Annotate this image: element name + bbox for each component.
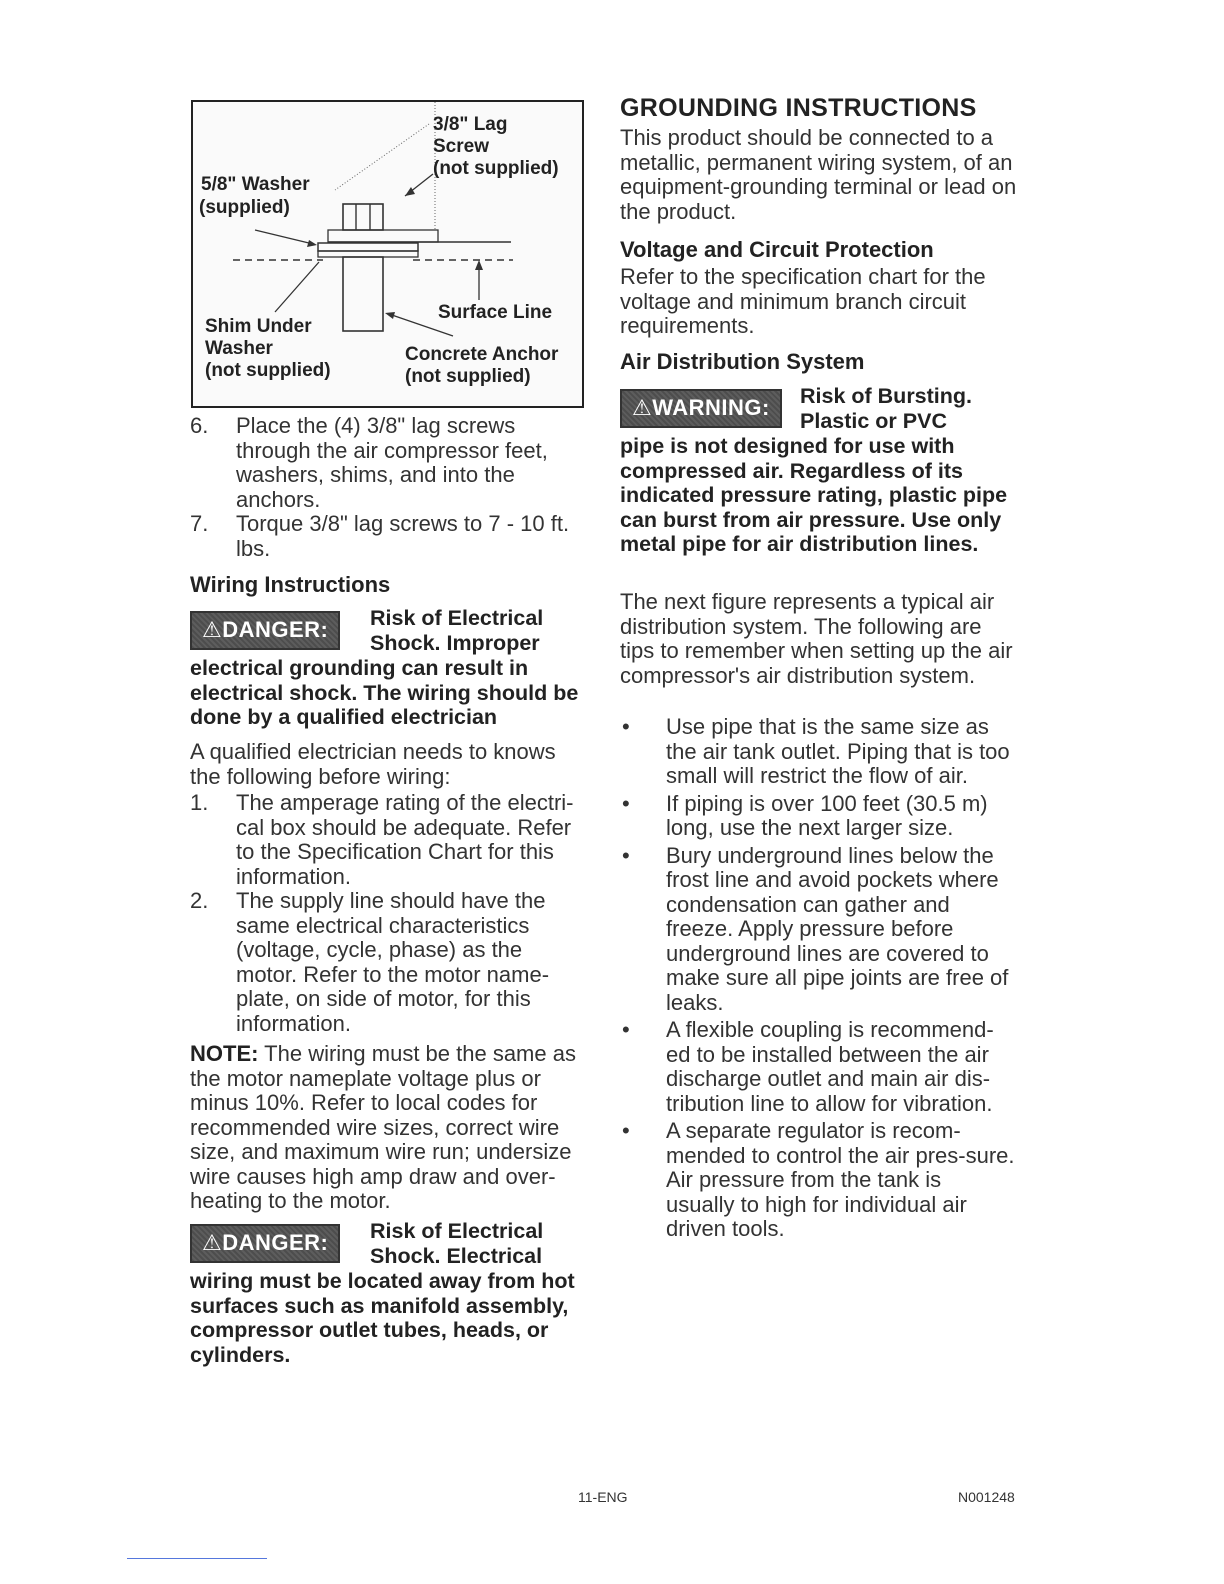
warning-badge: ⚠WARNING: — [620, 389, 782, 428]
tip-item — [620, 1119, 1015, 1242]
danger-badge: ⚠DANGER: — [190, 611, 340, 650]
document-code: N001248 — [958, 1489, 1015, 1505]
warning-bursting — [620, 384, 1015, 557]
bullet-icon: • — [622, 790, 630, 816]
danger-text: wiring must be located away from hot surfaces such as manifold assembly, compressor outlet tubes, heads, or cylinders. — [190, 1269, 575, 1367]
install-step — [190, 414, 585, 512]
install-steps — [190, 414, 585, 561]
concrete-anchor-label: Concrete Anchor — [405, 344, 559, 365]
lag-not-supplied-label: (not supplied) — [433, 158, 559, 179]
screw-label: Screw — [433, 136, 489, 157]
step-text: Place the (4) 3/8" lag screws through the air compressor feet, washers, shims, and into the anchors. — [236, 413, 548, 512]
bullet-icon: • — [622, 714, 630, 739]
wiring-heading: Wiring Instructions — [190, 572, 391, 597]
grounding-heading: GROUNDING INSTRUCTIONS — [620, 94, 977, 122]
bullet-icon: • — [622, 1118, 630, 1143]
tip-text: If piping is over 100 feet (30.5 m) long, use the next larger size. — [666, 790, 988, 840]
note-label: NOTE: — [190, 1041, 259, 1066]
margin-line — [127, 1558, 267, 1559]
step-number: 7. — [190, 511, 209, 536]
wiring-item — [190, 791, 585, 889]
shim-washer-label: Washer — [205, 338, 273, 359]
voltage-heading: Voltage and Circuit Protection — [620, 237, 934, 262]
danger-electrical-grounding — [190, 606, 585, 730]
wiring-item — [190, 889, 585, 1036]
shim-under-label: Shim Under — [205, 316, 312, 337]
tip-text: A separate regulator is recom-mended to control the air pres-sure. Air pressure from the tank is usually to high for individual air driven tools. — [666, 1118, 1015, 1241]
item-number: 1. — [190, 790, 209, 815]
tip-text: A flexible coupling is recommend-ed to be installed between the air discharge outlet and main air dis-tribution line to allow for vibration. — [666, 1017, 994, 1116]
danger-line-2: Shock. Electrical — [370, 1243, 543, 1268]
shim-not-supplied-label: (not supplied) — [205, 360, 331, 381]
item-text: The supply line should have the same electrical characteristics (voltage, cycle, phase) as the motor. Refer to the motor name-plate, on side of motor, for this information. — [236, 888, 550, 1036]
tip-item — [620, 844, 1015, 1016]
figure-intro: The next figure represents a typical air distribution system. The following are tips to remember when setting up the air compressor's air distribution system. — [620, 589, 1013, 688]
washer-label: 5/8" Washer — [201, 174, 310, 195]
warning-text: pipe is not designed for use with compressed air. Regardless of its indicated pressure rating, plastic pipe can burst from air pressure. Use only metal pipe for air distribution lines. — [620, 434, 1008, 556]
warning-line-1: Risk of Bursting. — [800, 384, 973, 408]
anchor-not-supplied-label: (not supplied) — [405, 366, 531, 387]
wiring-note — [190, 1042, 590, 1214]
step-text: Torque 3/8" lag screws to 7 - 10 ft. lbs. — [236, 511, 570, 561]
note-text: The wiring must be the same as the motor nameplate voltage plus or minus 10%. Refer to local codes for recommended wire sizes, correct wire size, and maximum wire run; undersize wire causes high amp draw and over-heating to the motor. — [190, 1041, 576, 1213]
tip-text: Use pipe that is the same size as the air tank outlet. Piping that is too small will restrict the flow of air. — [666, 714, 1010, 788]
tip-item — [620, 1018, 1015, 1116]
grounding-text: This product should be connected to a metallic, permanent wiring system, of an equipment-grounding terminal or lead on the product. — [620, 125, 1017, 224]
anchor-installation-diagram — [191, 100, 584, 408]
bullet-icon: • — [622, 1017, 630, 1042]
tip-item — [620, 715, 1015, 789]
danger-line-2: Shock. Improper — [370, 630, 540, 655]
danger-line-1: Risk of Electrical — [370, 606, 544, 630]
air-distribution-tips — [620, 715, 1015, 1242]
tip-text: Bury underground lines below the frost line and avoid pockets where condensation can gather and freeze. Apply pressure before underground lines are covered to make sure all pipe joints are free of leaks. — [666, 842, 1009, 1015]
air-distribution-heading: Air Distribution System — [620, 349, 865, 374]
warning-line-2: Plastic or PVC — [800, 408, 947, 433]
danger-wiring-location — [190, 1219, 585, 1367]
danger-badge: ⚠DANGER: — [190, 1224, 340, 1263]
item-text: The amperage rating of the electri-cal box should be adequate. Refer to the Specification Chart for this information. — [236, 790, 574, 889]
wiring-intro: A qualified electrician needs to knows the following before wiring: — [190, 739, 556, 789]
danger-text: electrical grounding can result in electrical shock. The wiring should be done by a qualified electrician — [190, 656, 579, 729]
wiring-requirements — [190, 791, 585, 1036]
item-number: 2. — [190, 888, 209, 913]
page-number: 11-ENG — [578, 1489, 628, 1505]
install-step — [190, 512, 585, 561]
step-number: 6. — [190, 413, 209, 438]
danger-line-1: Risk of Electrical — [370, 1219, 544, 1243]
voltage-text: Refer to the specification chart for the voltage and minimum branch circuit requirements. — [620, 264, 986, 338]
bullet-icon: • — [622, 842, 630, 868]
tip-item — [620, 792, 1015, 841]
lag-screw-label: 3/8" Lag — [433, 114, 508, 135]
washer-supplied-label: (supplied) — [199, 197, 290, 218]
surface-line-label: Surface Line — [438, 302, 553, 323]
